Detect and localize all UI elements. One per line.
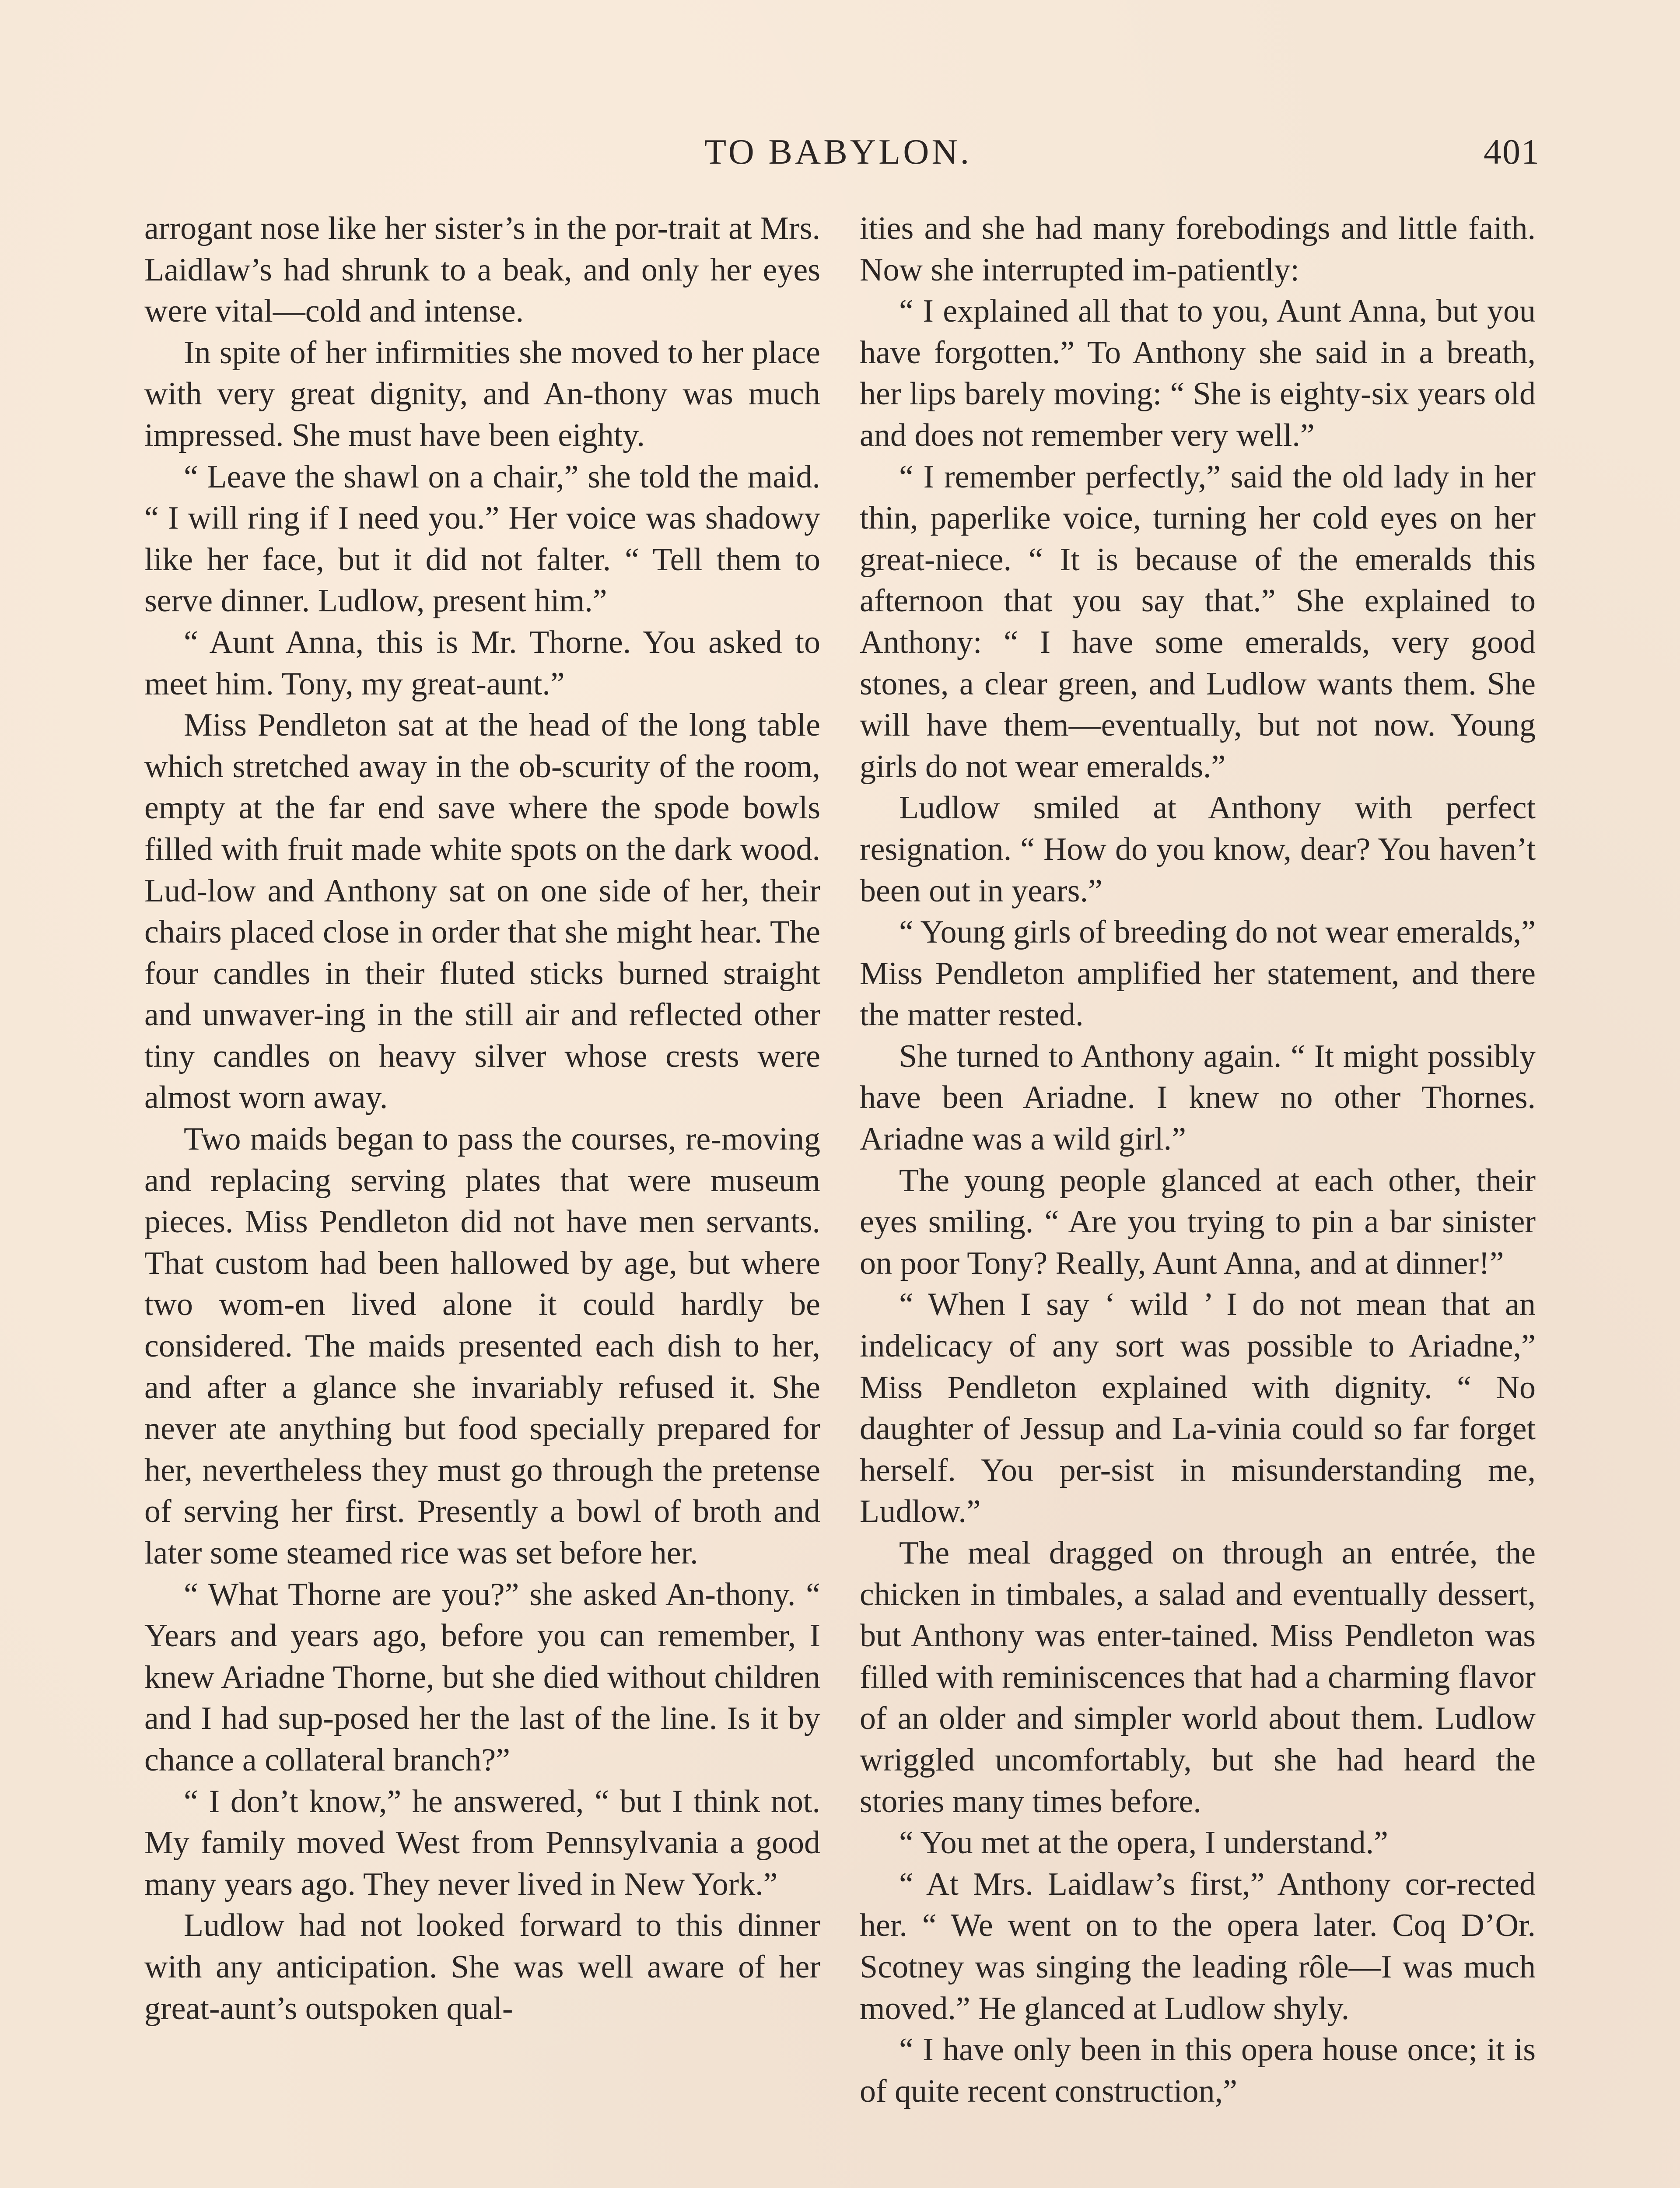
paragraph: “ You met at the opera, I understand.” bbox=[899, 1825, 1388, 1861]
paragraph: ities and she had many forebodings and little faith. Now she interrupted im-patiently: bbox=[860, 210, 1536, 288]
paragraph: Ludlow had not looked forward to this dinner with any anticipation. She was well aware of her great-aunt’s outspoken qual- bbox=[144, 1907, 820, 2027]
paragraph: “ I explained all that to you, Aunt Anna, but you have forgotten.” To Anthony she said in a breath, her lips barely moving: “ She is eighty-six years old and does not remember very well.” bbox=[860, 293, 1536, 453]
paragraph: The meal dragged on through an entrée, the chicken in timbales, a salad and eventually dessert, but Anthony was enter-tained. Miss Pendleton was filled with reminiscences that had a charming flavor of an older and simpler world about them. Ludlow wriggled uncomfortably, but she had heard the stories many times before. bbox=[860, 1535, 1536, 1820]
paragraph: “ Leave the shawl on a chair,” she told the maid. “ I will ring if I need you.” Her voice was shadowy like her face, but it did not falter. “ Tell them to serve dinner. Ludlow, present him.” bbox=[144, 459, 820, 619]
paragraph: Ludlow smiled at Anthony with perfect resignation. “ How do you know, dear? You haven’t been out in years.” bbox=[860, 790, 1536, 909]
page-number: 401 bbox=[1484, 132, 1540, 172]
paragraph: “ At Mrs. Laidlaw’s first,” Anthony cor-rected her. “ We went on to the opera later. Coq D’Or. Scotney was singing the leading rôle—I was much moved.” He glanced at Ludlow shyly. bbox=[860, 1866, 1536, 2027]
paragraph: “ I remember perfectly,” said the old lady in her thin, paperlike voice, turning her cold eyes on her great-niece. “ It is because of the emeralds this afternoon that you say that.” She explained to Anthony: “ I have some emeralds, very good stones, a clear green, and Ludlow wants them. She will have them—eventually, but not now. Young girls do not wear emeralds.” bbox=[860, 459, 1536, 785]
paragraph: arrogant nose like her sister’s in the por-trait at Mrs. Laidlaw’s had shrunk to a beak, and only her eyes were vital—cold and intense. bbox=[144, 210, 820, 330]
paragraph: The young people glanced at each other, their eyes smiling. “ Are you trying to pin a bar sinister on poor Tony? Really, Aunt Anna, and at dinner!” bbox=[860, 1162, 1536, 1281]
right-column bbox=[860, 208, 1536, 2112]
page-header bbox=[144, 131, 1540, 179]
paragraph: Miss Pendleton sat at the head of the long table which stretched away in the ob-scurity of the room, empty at the far end save where the spode bowls filled with fruit made white spots on the dark wood. Lud-low and Anthony sat on one side of her, their chairs placed close in order that she might hear. The four candles in their fluted sticks burned straight and unwaver-ing in the still air and reflected other tiny candles on heavy silver whose crests were almost worn away. bbox=[144, 707, 820, 1116]
paragraph: “ Aunt Anna, this is Mr. Thorne. You asked to meet him. Tony, my great-aunt.” bbox=[144, 624, 820, 702]
paragraph: “ Young girls of breeding do not wear emeralds,” Miss Pendleton amplified her statement, and there the matter rested. bbox=[860, 914, 1536, 1033]
left-column bbox=[144, 208, 820, 2029]
paragraph: “ I don’t know,” he answered, “ but I think not. My family moved West from Pennsylvania a good many years ago. They never lived in New York.” bbox=[144, 1783, 820, 1902]
paragraph: She turned to Anthony again. “ It might possibly have been Ariadne. I knew no other Thornes. Ariadne was a wild girl.” bbox=[860, 1038, 1536, 1157]
paragraph: “ When I say ‘ wild ’ I do not mean that an indelicacy of any sort was possible to Ariadne,” Miss Pendleton explained with dignity. “ No daughter of Jessup and La-vinia could so far forget herself. You per-sist in misunderstanding me, Ludlow.” bbox=[860, 1287, 1536, 1530]
paragraph: In spite of her infirmities she moved to her place with very great dignity, and An-thony was much impressed. She must have been eighty. bbox=[144, 334, 820, 453]
paragraph: Two maids began to pass the courses, re-moving and replacing serving plates that were museum pieces. Miss Pendleton did not have men servants. That custom had been hallowed by age, but where two wom-en lived alone it could hardly be considered. The maids presented each dish to her, and after a glance she invariably refused it. She never ate anything but food specially prepared for her, nevertheless they must go through the pretense of serving her first. Presently a bowl of broth and later some steamed rice was set before her. bbox=[144, 1121, 820, 1571]
running-head: TO BABYLON. bbox=[704, 132, 972, 172]
paragraph: “ What Thorne are you?” she asked An-thony. “ Years and years ago, before you can remember, I knew Ariadne Thorne, but she died without children and I had sup-posed her the last of the line. Is it by chance a collateral branch?” bbox=[144, 1576, 820, 1778]
paragraph: “ I have only been in this opera house once; it is of quite recent construction,” bbox=[860, 2032, 1536, 2109]
